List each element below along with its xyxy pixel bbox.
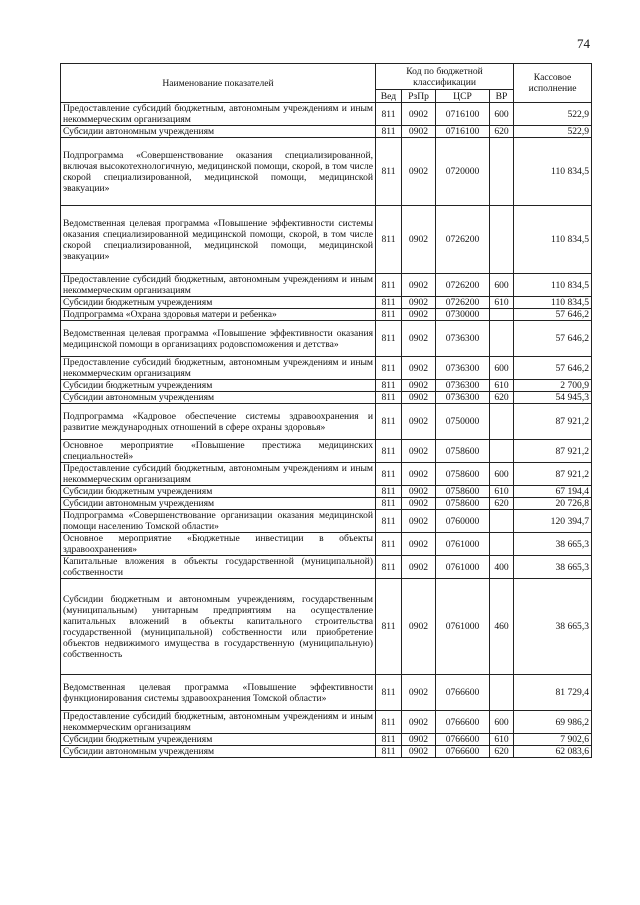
row-amount: 110 834,5 — [514, 138, 592, 206]
header-csr: ЦСР — [436, 90, 490, 103]
row-rzpr: 0902 — [402, 486, 436, 498]
row-ved: 811 — [376, 206, 402, 274]
row-csr: 0761000 — [436, 556, 490, 579]
row-name: Капитальные вложения в объекты государственной (муниципальной) собственности — [61, 556, 376, 579]
table-row — [61, 392, 592, 404]
header-rzpr: РзПр — [402, 90, 436, 103]
row-rzpr: 0902 — [402, 746, 436, 758]
row-csr: 0730000 — [436, 309, 490, 321]
row-name: Подпрограмма «Охрана здоровья матери и ребенка» — [61, 309, 376, 321]
row-vr — [490, 206, 514, 274]
table-row — [61, 746, 592, 758]
table-row — [61, 357, 592, 380]
row-vr: 620 — [490, 126, 514, 138]
header-vr: ВР — [490, 90, 514, 103]
row-name: Основное мероприятие «Повышение престижа медицинских специальностей» — [61, 440, 376, 463]
table-row — [61, 675, 592, 711]
row-csr: 0758600 — [436, 486, 490, 498]
row-vr — [490, 404, 514, 440]
row-vr: 610 — [490, 734, 514, 746]
row-amount: 7 902,6 — [514, 734, 592, 746]
row-csr: 0736300 — [436, 380, 490, 392]
row-name: Ведомственная целевая программа «Повышение эффективности системы оказания специализированной медицинской помощи, скорой, в том числе скорой специализированной, медицинской помощи, медицинской эвакуации» — [61, 206, 376, 274]
row-csr: 0766600 — [436, 711, 490, 734]
row-amount: 87 921,2 — [514, 440, 592, 463]
table-row — [61, 126, 592, 138]
row-csr: 0736300 — [436, 357, 490, 380]
row-csr: 0760000 — [436, 510, 490, 533]
row-name: Ведомственная целевая программа «Повышение эффективности оказания медицинской помощи в организациях родовспоможения и детства» — [61, 321, 376, 357]
table-row — [61, 556, 592, 579]
row-ved: 811 — [376, 486, 402, 498]
row-rzpr: 0902 — [402, 103, 436, 126]
row-name: Субсидии бюджетным учреждениям — [61, 297, 376, 309]
row-rzpr: 0902 — [402, 309, 436, 321]
row-rzpr: 0902 — [402, 463, 436, 486]
row-ved: 811 — [376, 675, 402, 711]
row-name: Субсидии бюджетным и автономным учреждениям, государственным (муниципальным) унитарным предприятиям на осуществление капитальных вложений в объекты капитального строительства государственной (муниципальной) собственности или приобретение объектов недвижимого имущества в государственную (муниципальную) собственность — [61, 579, 376, 675]
table-row — [61, 486, 592, 498]
row-csr: 0758600 — [436, 440, 490, 463]
row-name: Подпрограмма «Совершенствование организации оказания медицинской помощи населению Томской области» — [61, 510, 376, 533]
row-csr: 0766600 — [436, 746, 490, 758]
row-amount: 57 646,2 — [514, 357, 592, 380]
row-name: Субсидии бюджетным учреждениям — [61, 486, 376, 498]
header-budget-classification-code: Код по бюджетной классификации — [376, 64, 514, 90]
row-csr: 0726200 — [436, 274, 490, 297]
table-row — [61, 510, 592, 533]
row-vr: 600 — [490, 274, 514, 297]
row-vr — [490, 138, 514, 206]
row-rzpr: 0902 — [402, 297, 436, 309]
row-rzpr: 0902 — [402, 206, 436, 274]
row-name: Предоставление субсидий бюджетным, автономным учреждениям и иным некоммерческим организациям — [61, 463, 376, 486]
table-row — [61, 309, 592, 321]
row-vr: 610 — [490, 486, 514, 498]
row-vr: 620 — [490, 498, 514, 510]
row-amount: 522,9 — [514, 126, 592, 138]
row-rzpr: 0902 — [402, 126, 436, 138]
row-name: Субсидии бюджетным учреждениям — [61, 380, 376, 392]
row-ved: 811 — [376, 579, 402, 675]
row-amount: 522,9 — [514, 103, 592, 126]
row-amount: 110 834,5 — [514, 297, 592, 309]
row-name: Предоставление субсидий бюджетным, автономным учреждениям и иным некоммерческим организациям — [61, 711, 376, 734]
row-ved: 811 — [376, 510, 402, 533]
table-row — [61, 533, 592, 556]
row-ved: 811 — [376, 498, 402, 510]
row-vr — [490, 510, 514, 533]
row-csr: 0726200 — [436, 206, 490, 274]
row-rzpr: 0902 — [402, 357, 436, 380]
row-rzpr: 0902 — [402, 498, 436, 510]
row-vr: 620 — [490, 392, 514, 404]
row-amount: 57 646,2 — [514, 309, 592, 321]
row-vr — [490, 440, 514, 463]
row-name: Основное мероприятие «Бюджетные инвестиции в объекты здравоохранения» — [61, 533, 376, 556]
table-row — [61, 103, 592, 126]
row-amount: 20 726,8 — [514, 498, 592, 510]
table-row — [61, 404, 592, 440]
row-name: Субсидии бюджетным учреждениям — [61, 734, 376, 746]
table-row — [61, 440, 592, 463]
table-row — [61, 321, 592, 357]
row-vr: 600 — [490, 357, 514, 380]
row-amount: 87 921,2 — [514, 404, 592, 440]
row-rzpr: 0902 — [402, 440, 436, 463]
row-ved: 811 — [376, 711, 402, 734]
row-ved: 811 — [376, 357, 402, 380]
row-vr: 600 — [490, 711, 514, 734]
table-row — [61, 138, 592, 206]
row-name: Предоставление субсидий бюджетным, автономным учреждениям и иным некоммерческим организациям — [61, 274, 376, 297]
row-csr: 0766600 — [436, 734, 490, 746]
row-vr: 610 — [490, 380, 514, 392]
row-ved: 811 — [376, 297, 402, 309]
row-ved: 811 — [376, 274, 402, 297]
row-ved: 811 — [376, 734, 402, 746]
table-row — [61, 711, 592, 734]
row-amount: 110 834,5 — [514, 206, 592, 274]
table-row — [61, 380, 592, 392]
row-csr: 0726200 — [436, 297, 490, 309]
row-amount: 81 729,4 — [514, 675, 592, 711]
row-csr: 0716100 — [436, 103, 490, 126]
row-name: Субсидии автономным учреждениям — [61, 498, 376, 510]
row-rzpr: 0902 — [402, 734, 436, 746]
row-ved: 811 — [376, 440, 402, 463]
row-vr: 620 — [490, 746, 514, 758]
row-csr: 0758600 — [436, 498, 490, 510]
row-ved: 811 — [376, 103, 402, 126]
row-amount: 87 921,2 — [514, 463, 592, 486]
row-ved: 811 — [376, 392, 402, 404]
header-indicator-name: Наименование показателей — [61, 64, 376, 103]
row-vr — [490, 321, 514, 357]
row-csr: 0720000 — [436, 138, 490, 206]
row-ved: 811 — [376, 380, 402, 392]
row-name: Предоставление субсидий бюджетным, автономным учреждениям и иным некоммерческим организациям — [61, 103, 376, 126]
row-rzpr: 0902 — [402, 380, 436, 392]
table-row — [61, 297, 592, 309]
table-row — [61, 206, 592, 274]
row-name: Субсидии автономным учреждениям — [61, 392, 376, 404]
row-rzpr: 0902 — [402, 510, 436, 533]
row-vr: 600 — [490, 463, 514, 486]
budget-execution-table — [60, 63, 592, 758]
row-amount: 2 700,9 — [514, 380, 592, 392]
row-name: Подпрограмма «Совершенствование оказания специализированной, включая высокотехнологичную, медицинской помощи, скорой, в том числе скорой специализированной, медицинской помощи, медицинской эвакуации» — [61, 138, 376, 206]
row-ved: 811 — [376, 533, 402, 556]
row-ved: 811 — [376, 746, 402, 758]
row-ved: 811 — [376, 404, 402, 440]
row-amount: 54 945,3 — [514, 392, 592, 404]
header-ved: Вед — [376, 90, 402, 103]
row-csr: 0736300 — [436, 392, 490, 404]
table-body — [61, 103, 592, 758]
row-ved: 811 — [376, 321, 402, 357]
table-row — [61, 463, 592, 486]
row-name: Ведомственная целевая программа «Повышение эффективности функционирования системы здравоохранения Томской области» — [61, 675, 376, 711]
table-row — [61, 498, 592, 510]
row-vr — [490, 533, 514, 556]
row-ved: 811 — [376, 126, 402, 138]
row-rzpr: 0902 — [402, 675, 436, 711]
row-vr — [490, 309, 514, 321]
row-csr: 0761000 — [436, 579, 490, 675]
row-amount: 38 665,3 — [514, 556, 592, 579]
row-amount: 110 834,5 — [514, 274, 592, 297]
row-rzpr: 0902 — [402, 579, 436, 675]
row-amount: 38 665,3 — [514, 533, 592, 556]
row-rzpr: 0902 — [402, 138, 436, 206]
row-ved: 811 — [376, 309, 402, 321]
row-amount: 120 394,7 — [514, 510, 592, 533]
row-amount: 69 986,2 — [514, 711, 592, 734]
row-ved: 811 — [376, 138, 402, 206]
row-rzpr: 0902 — [402, 274, 436, 297]
row-ved: 811 — [376, 463, 402, 486]
row-ved: 811 — [376, 556, 402, 579]
row-vr: 600 — [490, 103, 514, 126]
page-number: 74 — [577, 36, 590, 51]
row-vr: 610 — [490, 297, 514, 309]
row-csr: 0716100 — [436, 126, 490, 138]
header-cash-execution: Кассовое исполнение — [514, 64, 592, 103]
row-rzpr: 0902 — [402, 556, 436, 579]
row-name: Субсидии автономным учреждениям — [61, 126, 376, 138]
row-vr — [490, 675, 514, 711]
row-amount: 67 194,4 — [514, 486, 592, 498]
table-row — [61, 274, 592, 297]
row-amount: 38 665,3 — [514, 579, 592, 675]
row-name: Предоставление субсидий бюджетным, автономным учреждениям и иным некоммерческим организациям — [61, 357, 376, 380]
row-name: Субсидии автономным учреждениям — [61, 746, 376, 758]
table-row — [61, 579, 592, 675]
row-vr: 460 — [490, 579, 514, 675]
row-vr: 400 — [490, 556, 514, 579]
row-csr: 0761000 — [436, 533, 490, 556]
row-name: Подпрограмма «Кадровое обеспечение системы здравоохранения и развитие международных отношений в сфере охраны здоровья» — [61, 404, 376, 440]
row-amount: 57 646,2 — [514, 321, 592, 357]
table-row — [61, 734, 592, 746]
row-rzpr: 0902 — [402, 392, 436, 404]
row-rzpr: 0902 — [402, 404, 436, 440]
row-csr: 0758600 — [436, 463, 490, 486]
row-csr: 0736300 — [436, 321, 490, 357]
row-csr: 0766600 — [436, 675, 490, 711]
row-rzpr: 0902 — [402, 321, 436, 357]
row-amount: 62 083,6 — [514, 746, 592, 758]
row-csr: 0750000 — [436, 404, 490, 440]
row-rzpr: 0902 — [402, 711, 436, 734]
row-rzpr: 0902 — [402, 533, 436, 556]
